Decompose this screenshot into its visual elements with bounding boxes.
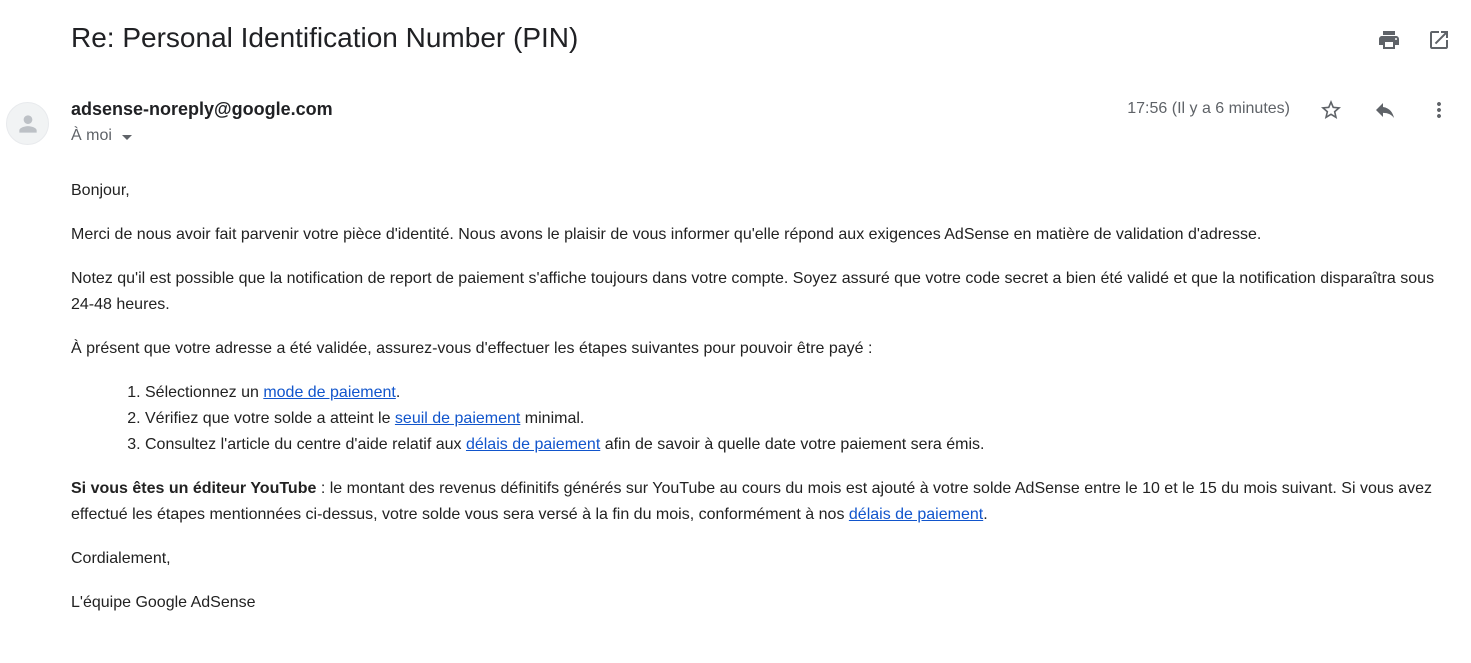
more-vertical-icon[interactable] [1427, 98, 1451, 122]
payment-timelines-link-2[interactable]: délais de paiement [848, 506, 984, 523]
message-actions [1319, 98, 1451, 122]
paragraph-confirmation: Merci de nous avoir fait parvenir votre pièce d'identité. Nous avons le plaisir de vous informer qu'elle répond aux exigences AdSense en matière de validation d'adresse. [71, 226, 1262, 243]
payment-method-link[interactable]: mode de paiement [263, 384, 396, 401]
email-timestamp: 17:56 (Il y a 6 minutes) [1127, 100, 1290, 117]
payment-threshold-link[interactable]: seuil de paiement [394, 410, 521, 427]
star-icon[interactable] [1319, 98, 1343, 122]
email-subject: Re: Personal Identification Number (PIN) [71, 22, 579, 53]
closing: Cordialement, [71, 550, 171, 567]
print-icon[interactable] [1377, 28, 1401, 52]
reply-icon[interactable] [1373, 98, 1397, 122]
list-item: 1. Sélectionnez un mode de paiement. [145, 380, 1451, 406]
chevron-down-icon [122, 135, 132, 140]
list-item: 3. Consultez l'article du centre d'aide relatif aux délais de paiement afin de savoir à quelle date votre paiement sera émis. [145, 432, 1451, 458]
list-item: 2. Vérifiez que votre solde a atteint le seuil de paiement minimal. [145, 406, 1451, 432]
sender-address[interactable]: adsense-noreply@google.com [71, 99, 333, 119]
paragraph-next-steps: À présent que votre adresse a été validée, assurez-vous d'effectuer les étapes suivantes pour pouvoir être payé : [71, 340, 873, 357]
steps-list [71, 380, 1451, 458]
avatar[interactable] [6, 102, 49, 145]
youtube-publisher-heading: Si vous êtes un éditeur YouTube [71, 480, 317, 497]
paragraph-youtube: Si vous êtes un éditeur YouTube : le montant des revenus définitifs générés sur YouTube au cours du mois est ajouté à votre solde AdSense entre le 10 et le 15 du mois suivant. Si vous avez effectué les étapes mentionnées ci-dessus, votre solde vous sera versé à la fin du mois, conformément à nos délais de paiement. [71, 480, 1432, 523]
signature: L'équipe Google AdSense [71, 594, 256, 611]
open-in-new-window-icon[interactable] [1427, 28, 1451, 52]
recipient-details-toggle[interactable] [71, 127, 132, 145]
thread-actions [1377, 28, 1451, 52]
default-avatar-icon [15, 111, 41, 137]
greeting: Bonjour, [71, 182, 130, 199]
email-body [71, 178, 1451, 634]
recipient-label: À moi [71, 127, 112, 144]
paragraph-notification: Notez qu'il est possible que la notification de report de paiement s'affiche toujours dans votre compte. Soyez assuré que votre code secret a bien été validé et que la notification disparaîtra sous 24-48 heures. [71, 270, 1435, 313]
payment-timelines-link[interactable]: délais de paiement [465, 436, 601, 453]
